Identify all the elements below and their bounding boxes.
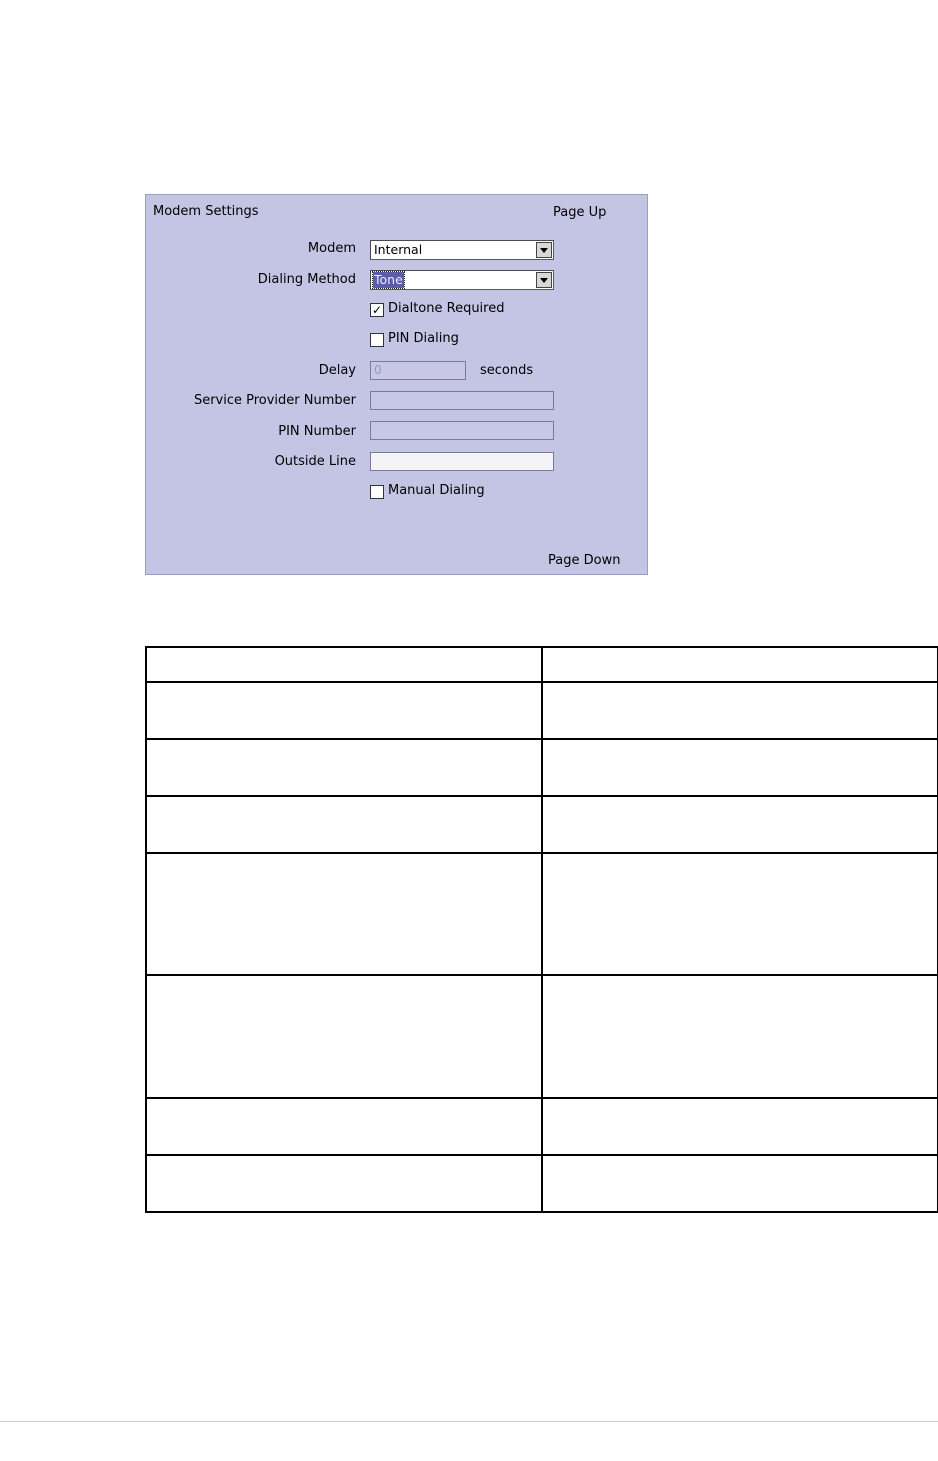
delay-unit-label: seconds [480,363,534,378]
modem-settings-panel [145,194,648,575]
table-row [146,796,938,853]
dialing-method-select[interactable] [370,270,554,290]
table-cell [146,975,542,1098]
table-cell [146,853,542,975]
delay-label: Delay [318,363,356,378]
pin-number-label: PIN Number [278,424,356,439]
table-header-cell [542,647,938,682]
footer-divider [0,1421,938,1422]
table-header-row [146,647,938,682]
page-up-button[interactable]: Page Up [553,205,607,220]
table-cell [146,739,542,796]
table-cell [542,975,938,1098]
manual-dialing-checkbox[interactable] [370,485,384,499]
table-cell [542,1155,938,1212]
chevron-down-icon[interactable] [536,242,552,258]
pin-dialing-checkbox[interactable] [370,333,384,347]
pin-dialing-label: PIN Dialing [388,331,459,346]
table-cell [542,796,938,853]
page-down-button[interactable]: Page Down [548,553,621,568]
dialtone-required-checkbox[interactable] [370,303,384,317]
table-row [146,682,938,739]
table-cell [542,682,938,739]
service-provider-number-label: Service Provider Number [193,393,356,408]
table-cell [146,796,542,853]
dialing-method-select-value: Tone [374,272,403,287]
pin-number-input[interactable] [370,421,554,440]
table-row [146,739,938,796]
outside-line-input[interactable] [370,452,554,471]
table-cell [146,1155,542,1212]
modem-select[interactable] [370,240,554,260]
table-row [146,1098,938,1155]
table-row [146,1155,938,1212]
chevron-down-icon[interactable] [536,272,552,288]
table-header-cell [146,647,542,682]
dialtone-required-label: Dialtone Required [388,301,505,316]
outside-line-label: Outside Line [274,454,356,469]
table-cell [542,1098,938,1155]
panel-title: Modem Settings [153,204,259,219]
table-cell [146,1098,542,1155]
modem-select-value: Internal [374,242,423,257]
delay-input[interactable]: 0 [370,361,466,380]
manual-dialing-label: Manual Dialing [388,483,485,498]
description-table [145,646,938,1213]
service-provider-number-input[interactable] [370,391,554,410]
table-cell [542,853,938,975]
table-row [146,853,938,975]
checkmark-icon: ✓ [371,303,383,317]
table-cell [542,739,938,796]
modem-label: Modem [307,241,356,256]
dialing-method-label: Dialing Method [257,272,356,287]
table-cell [146,682,542,739]
table-row [146,975,938,1098]
